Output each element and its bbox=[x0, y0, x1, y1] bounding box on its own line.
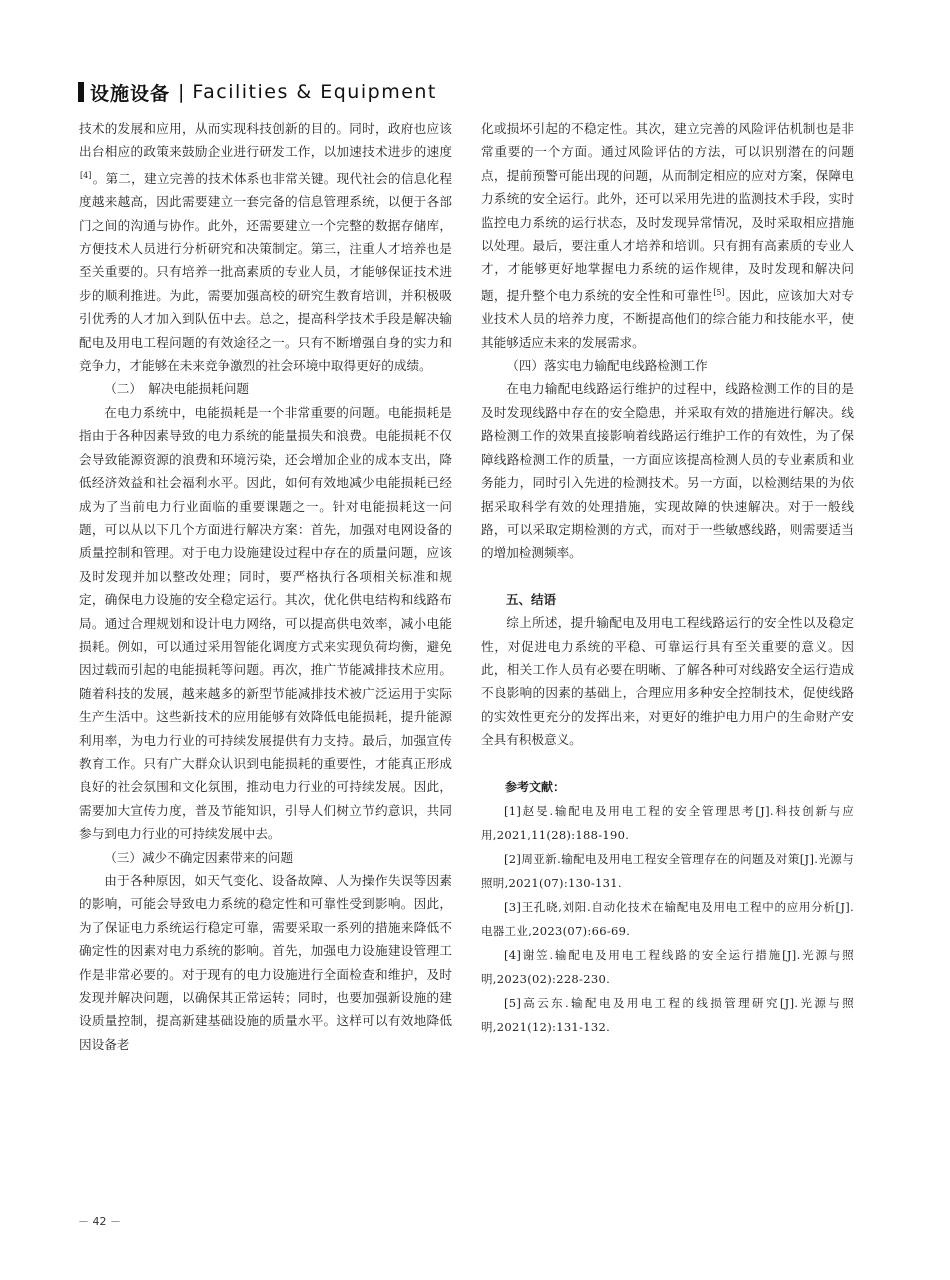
references bbox=[481, 775, 854, 1039]
citation-5: [5] bbox=[713, 287, 725, 297]
references-heading: 参考文献： bbox=[505, 779, 566, 794]
paragraph: 由于各种原因，如天气变化、设备故障、人为操作失误等因素的影响，可能会导致电力系统的稳定性和可靠性受到影响。因此，为了保证电力系统运行稳定可靠，需要采取一系列的措施来降低不确定性的因素对电力系统的影响。首先，加强电力设施建设管理工作是非常必要的。对于现有的电力设施进行全面检查和维护，及时发现并解决问题，以确保其正常运转；同时，也要加强新设施的建设质量控制，提高新建基础设施的质量水平。这样可以有效地降低因设备老 bbox=[79, 873, 452, 1052]
header-separator: | bbox=[178, 81, 185, 103]
paragraph: 技术的发展和应用，从而实现科技创新的目的。同时，政府也应该出台相应的政策来鼓励企业进行研发工作，以加速技术进步的速度[4]。第二，建立完善的技术体系也非常关键。现代社会的信息化程度越来越高，因此需要建立一套完备的信息管理系统，以便于各部门之间的沟通与协作。此外，还需要建立一个完整的数据存储库，方便技术人员进行分析研究和决策制定。第三，注重人才培养也是至关重要的。只有培养一批高素质的专业人员，才能够保证技术进步的顺利推进。为此，需要加强高校的研究生教育培训，并积极吸引优秀的人才加入到队伍中去。总之，提高科学技术手段是解决输配电及用电工程问题的有效途径之一。只有不断增强自身的实力和竞争力，才能够在未来竞争激烈的社会环境中取得更好的成绩。 bbox=[79, 121, 452, 374]
page-number: － 42 － bbox=[78, 1215, 121, 1228]
spacer bbox=[481, 565, 854, 588]
section-header bbox=[78, 80, 437, 104]
section-title-en: Facilities & Equipment bbox=[192, 81, 437, 103]
reference-item: [5]高云东.输配电及用电工程的线损管理研究[J].光源与照明,2021(12):131-132. bbox=[481, 995, 854, 1034]
reference-item: [4]谢笠.输配电及用电工程线路的安全运行措施[J].光源与照明,2023(02):228-230. bbox=[481, 947, 854, 986]
header-bar-mark bbox=[78, 82, 84, 102]
spacer bbox=[481, 752, 854, 775]
right-column bbox=[481, 117, 854, 1039]
reference-item: [1]赵旻.输配电及用电工程的安全管理思考[J].科技创新与应用,2021,11(28):188-190. bbox=[481, 803, 854, 842]
reference-item: [2]周亚新.输配电及用电工程安全管理存在的问题及对策[J].光源与照明,2021(07):130-131. bbox=[481, 851, 854, 890]
left-column bbox=[79, 117, 452, 1056]
paragraph: 在电力系统中，电能损耗是一个非常重要的问题。电能损耗是指由于各种因素导致的电力系统的能量损失和浪费。电能损耗不仅会导致能源资源的浪费和环境污染，还会增加企业的成本支出，降低经济效益和社会福利水平。因此，如何有效地减少电能损耗已经成为了当前电力行业面临的重要课题之一。针对电能损耗这一问题，可以从以下几个方面进行解决方案：首先，加强对电网设备的质量控制和管理。对于电力设施建设过程中存在的质量问题，应该及时发现并加以整改处理；同时，要严格执行各项相关标准和规定，确保电力设施的安全稳定运行。其次，优化供电结构和线路布局。通过合理规划和设计电力网络，可以提高供电效率，减小电能损耗。例如，可以通过采用智能化调度方式来实现负荷均衡，避免因过载而引起的电能损耗等问题。再次，推广节能减排技术应用。随着科技的发展，越来越多的新型节能减排技术被广泛运用于实际生产生活中。这些新技术的应用能够有效降低电能损耗，提升能源利用率，为电力行业的可持续发展提供有力支持。最后，加强宣传教育工作。只有广大群众认识到电能损耗的重要性，才能真正形成良好的社会氛围和文化氛围，推动电力行业的可持续发展。因此，需要加大宣传力度，普及节能知识，引导人们树立节约意识，共同参与到电力行业的可持续发展中去。 bbox=[79, 404, 452, 842]
paragraph: 综上所述，提升输配电及用电工程线路运行的安全性以及稳定性，对促进电力系统的平稳、可靠运行具有至关重要的意义。因此，相关工作人员有必要在明晰、了解各种可对线路安全运行造成不良影响的因素的基础上，合理应用多种安全控制技术，促使线路的实效性更充分的发挥出来，对更好的维护电力用户的生命财产安全具有积极意义。 bbox=[481, 615, 854, 748]
paragraph: 化或损坏引起的不稳定性。其次，建立完善的风险评估机制也是非常重要的一个方面。通过风险评估的方法，可以识别潜在的问题点，提前预警可能出现的问题，从而制定相应的应对方案，保障电力系统的安全运行。此外，还可以采用先进的监测技术手段，实时监控电力系统的运行状态，及时发现异常情况，及时采取相应措施以处理。最后，要注重人才培养和培训。只有拥有高素质的专业人才，才能够更好地掌握电力系统的运作规律，及时发现和解决问题，提升整个电力系统的安全性和可靠性[5]。因此，应该加大对专业技术人员的培养力度，不断提高他们的综合能力和技能水平，使其能够适应未来的发展需求。 bbox=[481, 121, 855, 350]
reference-item: [3]王孔晓,刘阳.自动化技术在输配电及用电工程中的应用分析[J].电器工业,2023(07):66-69. bbox=[481, 899, 854, 938]
subsection-heading-3: （三）减少不确定因素带来的问题 bbox=[104, 849, 294, 865]
section-heading-conclusion: 五、结语 bbox=[506, 591, 557, 607]
subsection-heading-4: （四）落实电力输配电线路检测工作 bbox=[506, 358, 708, 374]
paragraph: 在电力输配电线路运行维护的过程中，线路检测工作的目的是及时发现线路中存在的安全隐患，并采取有效的措施进行解决。线路检测工作的效果直接影响着线路运行维护工作的有效性，为了保障线路检测工作的质量，一方面应该提高检测人员的专业素质和业务能力，同时引入先进的检测技术。另一方面，以检测结果的为依据采取科学有效的处理措施，实现故障的快速解决。对于一般线路，可以采取定期检测的方式，而对于一些敏感线路，则需要适当的增加检测频率。 bbox=[481, 381, 854, 561]
citation-4: [4] bbox=[80, 170, 92, 180]
subsection-heading-2: （二） 解决电能损耗问题 bbox=[104, 381, 250, 397]
section-title-cn: 设施设备 bbox=[90, 82, 171, 105]
